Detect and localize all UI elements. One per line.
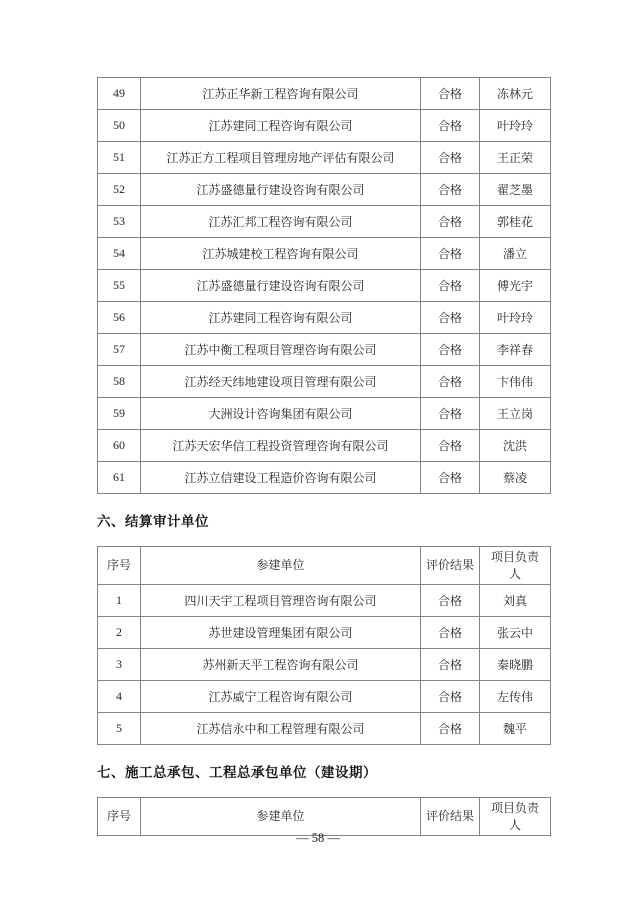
cell-company-name: 江苏建同工程咨询有限公司 bbox=[141, 110, 421, 142]
cell-company-name: 江苏建同工程咨询有限公司 bbox=[141, 302, 421, 334]
header-row-number: 序号 bbox=[98, 547, 141, 585]
cell-row-number: 1 bbox=[98, 585, 141, 617]
table-row bbox=[98, 302, 551, 334]
header-evaluation-result: 评价结果 bbox=[421, 547, 480, 585]
cell-project-leader: 张云中 bbox=[480, 617, 551, 649]
cell-row-number: 3 bbox=[98, 649, 141, 681]
cell-company-name: 江苏信永中和工程管理有限公司 bbox=[141, 713, 421, 745]
cell-row-number: 58 bbox=[98, 366, 141, 398]
header-company-name: 参建单位 bbox=[141, 798, 421, 836]
cell-company-name: 四川天宇工程项目管理咨询有限公司 bbox=[141, 585, 421, 617]
header-project-leader: 项目负责人 bbox=[480, 798, 551, 836]
table-header-row bbox=[98, 547, 551, 585]
cell-row-number: 56 bbox=[98, 302, 141, 334]
cell-evaluation-result: 合格 bbox=[421, 78, 480, 110]
cell-evaluation-result: 合格 bbox=[421, 681, 480, 713]
cell-evaluation-result: 合格 bbox=[421, 398, 480, 430]
cell-company-name: 大洲设计咨询集团有限公司 bbox=[141, 398, 421, 430]
table-row bbox=[98, 78, 551, 110]
cell-company-name: 江苏天宏华信工程投资管理咨询有限公司 bbox=[141, 430, 421, 462]
cell-evaluation-result: 合格 bbox=[421, 334, 480, 366]
table-header-row bbox=[98, 798, 551, 836]
header-project-leader: 项目负责人 bbox=[480, 547, 551, 585]
cell-company-name: 江苏正方工程项目管理房地产评估有限公司 bbox=[141, 142, 421, 174]
cell-project-leader: 冻林元 bbox=[480, 78, 551, 110]
cell-project-leader: 傅光宇 bbox=[480, 270, 551, 302]
cell-row-number: 5 bbox=[98, 713, 141, 745]
cell-evaluation-result: 合格 bbox=[421, 617, 480, 649]
cell-row-number: 61 bbox=[98, 462, 141, 494]
cell-project-leader: 王立岗 bbox=[480, 398, 551, 430]
cell-company-name: 江苏中衡工程项目管理咨询有限公司 bbox=[141, 334, 421, 366]
cell-row-number: 57 bbox=[98, 334, 141, 366]
cell-project-leader: 魏平 bbox=[480, 713, 551, 745]
table-row bbox=[98, 142, 551, 174]
cell-project-leader: 王正荣 bbox=[480, 142, 551, 174]
cell-project-leader: 左传伟 bbox=[480, 681, 551, 713]
cell-project-leader: 蔡凌 bbox=[480, 462, 551, 494]
cell-evaluation-result: 合格 bbox=[421, 462, 480, 494]
header-row-number: 序号 bbox=[98, 798, 141, 836]
settlement-audit-table bbox=[97, 546, 551, 745]
header-evaluation-result: 评价结果 bbox=[421, 798, 480, 836]
table-row bbox=[98, 713, 551, 745]
cell-row-number: 4 bbox=[98, 681, 141, 713]
cell-company-name: 江苏正华新工程咨询有限公司 bbox=[141, 78, 421, 110]
section-title-settlement-audit: 六、结算审计单位 bbox=[97, 514, 209, 529]
table-row bbox=[98, 617, 551, 649]
table-row bbox=[98, 585, 551, 617]
table-row bbox=[98, 238, 551, 270]
supervision-units-table bbox=[97, 77, 551, 494]
cell-company-name: 苏世建设管理集团有限公司 bbox=[141, 617, 421, 649]
cell-company-name: 江苏威宁工程咨询有限公司 bbox=[141, 681, 421, 713]
cell-evaluation-result: 合格 bbox=[421, 302, 480, 334]
cell-row-number: 60 bbox=[98, 430, 141, 462]
cell-evaluation-result: 合格 bbox=[421, 585, 480, 617]
cell-evaluation-result: 合格 bbox=[421, 238, 480, 270]
cell-row-number: 53 bbox=[98, 206, 141, 238]
table-row bbox=[98, 430, 551, 462]
cell-company-name: 江苏立信建设工程造价咨询有限公司 bbox=[141, 462, 421, 494]
cell-project-leader: 叶玲玲 bbox=[480, 110, 551, 142]
cell-evaluation-result: 合格 bbox=[421, 366, 480, 398]
page-number: — 58 — bbox=[296, 831, 340, 845]
table-row bbox=[98, 366, 551, 398]
section-title-general-contractor: 七、施工总承包、工程总承包单位（建设期） bbox=[97, 765, 377, 780]
cell-evaluation-result: 合格 bbox=[421, 206, 480, 238]
table-row bbox=[98, 206, 551, 238]
cell-company-name: 江苏汇邦工程咨询有限公司 bbox=[141, 206, 421, 238]
cell-project-leader: 叶玲玲 bbox=[480, 302, 551, 334]
cell-row-number: 51 bbox=[98, 142, 141, 174]
cell-project-leader: 郭桂花 bbox=[480, 206, 551, 238]
cell-evaluation-result: 合格 bbox=[421, 142, 480, 174]
table-row bbox=[98, 110, 551, 142]
cell-evaluation-result: 合格 bbox=[421, 649, 480, 681]
cell-project-leader: 刘真 bbox=[480, 585, 551, 617]
cell-project-leader: 潘立 bbox=[480, 238, 551, 270]
cell-project-leader: 秦晓鹏 bbox=[480, 649, 551, 681]
table-row bbox=[98, 334, 551, 366]
table-row bbox=[98, 398, 551, 430]
cell-evaluation-result: 合格 bbox=[421, 110, 480, 142]
table-row bbox=[98, 462, 551, 494]
cell-evaluation-result: 合格 bbox=[421, 430, 480, 462]
table-row bbox=[98, 649, 551, 681]
cell-row-number: 49 bbox=[98, 78, 141, 110]
table-row bbox=[98, 681, 551, 713]
cell-company-name: 苏州新天平工程咨询有限公司 bbox=[141, 649, 421, 681]
cell-row-number: 50 bbox=[98, 110, 141, 142]
cell-evaluation-result: 合格 bbox=[421, 174, 480, 206]
cell-company-name: 江苏盛德量行建设咨询有限公司 bbox=[141, 270, 421, 302]
cell-row-number: 2 bbox=[98, 617, 141, 649]
cell-evaluation-result: 合格 bbox=[421, 713, 480, 745]
cell-row-number: 54 bbox=[98, 238, 141, 270]
table-row bbox=[98, 174, 551, 206]
cell-evaluation-result: 合格 bbox=[421, 270, 480, 302]
cell-row-number: 59 bbox=[98, 398, 141, 430]
page-content bbox=[97, 77, 550, 836]
table-row bbox=[98, 270, 551, 302]
cell-company-name: 江苏城建校工程咨询有限公司 bbox=[141, 238, 421, 270]
cell-company-name: 江苏经天纬地建设项目管理有限公司 bbox=[141, 366, 421, 398]
cell-company-name: 江苏盛德量行建设咨询有限公司 bbox=[141, 174, 421, 206]
cell-row-number: 55 bbox=[98, 270, 141, 302]
cell-project-leader: 李祥春 bbox=[480, 334, 551, 366]
cell-project-leader: 沈洪 bbox=[480, 430, 551, 462]
header-company-name: 参建单位 bbox=[141, 547, 421, 585]
cell-project-leader: 翟芝墨 bbox=[480, 174, 551, 206]
cell-project-leader: 卞伟伟 bbox=[480, 366, 551, 398]
cell-row-number: 52 bbox=[98, 174, 141, 206]
